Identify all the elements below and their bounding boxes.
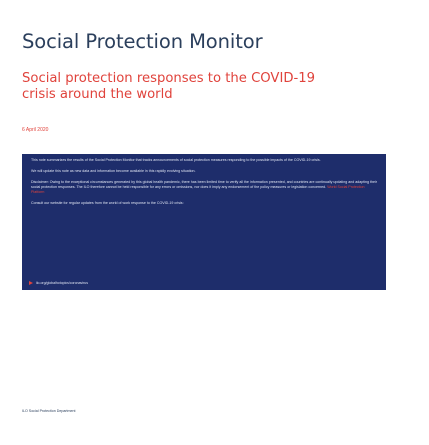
platform-link[interactable]: World Social Protection Platform xyxy=(31,185,365,195)
info-paragraph-disclaimer xyxy=(31,180,378,195)
footer-organization: ILO Social Protection Department xyxy=(22,409,76,413)
info-paragraph-updates: We will update this note as new data and information become available in this rapidly evolving situation. xyxy=(31,169,196,174)
disclaimer-text: Disclaimer: Owing to the exceptional circumstances generated by this global health pandemic, there has been limited time to verify all the information presented, and countries are continually updating and adapting their social protection responses. The ILO therefore cannot be held responsible for any errors or omissions, nor does it imply any endorsement of the policy measures or legislation concerned. xyxy=(31,180,377,190)
page-subtitle: Social protection responses to the COVID-19 crisis around the world xyxy=(22,71,316,102)
url-link-row[interactable] xyxy=(29,281,88,285)
website-url-link[interactable]: ilo.org/globalhotopics/coronavirus xyxy=(36,281,88,285)
publication-date: 6 April 2020 xyxy=(22,127,49,133)
info-box xyxy=(22,154,386,290)
info-paragraph-consult: Consult our website for regular updates from the world of work response to the COVID-19 crisis: xyxy=(31,201,184,206)
page-title: Social Protection Monitor xyxy=(22,30,263,53)
info-paragraph-summary: This note summarizes the results of the Social Protection Monitor that tracks announcements of social protection measures responding to the possible impacts of the COVID-19 crisis. xyxy=(31,158,321,162)
arrow-right-icon xyxy=(29,281,33,285)
